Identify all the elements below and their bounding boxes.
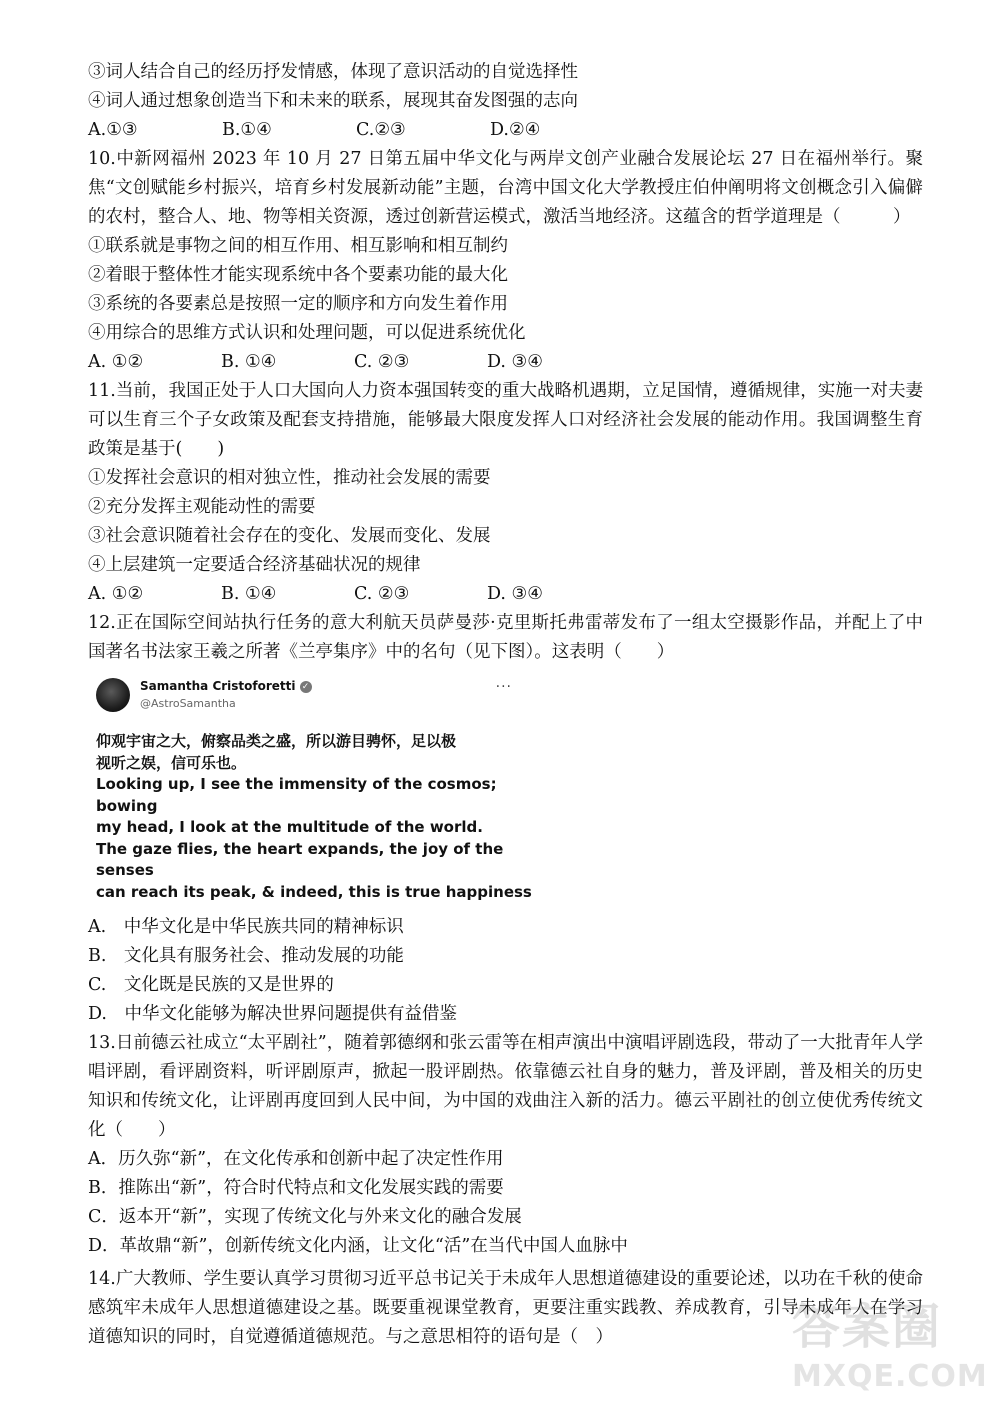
tweet-body bbox=[96, 731, 536, 903]
q11-option-d: D. ③④ bbox=[487, 584, 543, 604]
q12-option-a: A. 中华文化是中华民族共同的精神标识 bbox=[88, 917, 404, 937]
tweet-line: can reach its peak, & indeed, this is true happiness bbox=[96, 882, 532, 901]
watermark-bottom: MXQE.COM bbox=[792, 1359, 988, 1394]
q9-option-b: B.①④ bbox=[222, 120, 272, 140]
avatar bbox=[96, 678, 130, 712]
watermark-logo bbox=[792, 1297, 988, 1407]
q13-option-c: C．返本开“新”，实现了传统文化与外来文化的融合发展 bbox=[88, 1207, 522, 1227]
q9-item-4: ④词人通过想象创造当下和未来的联系，展现其奋发图强的志向 bbox=[88, 91, 578, 111]
tweet-author-name-text: Samantha Cristoforetti bbox=[140, 679, 296, 693]
verified-icon: ✓ bbox=[300, 681, 312, 693]
q9-option-d: D.②④ bbox=[490, 120, 541, 140]
more-icon: ··· bbox=[495, 679, 512, 695]
q11-option-a: A. ①② bbox=[88, 584, 144, 604]
q13-option-b: B．推陈出“新”，符合时代特点和文化发展实践的需要 bbox=[88, 1178, 504, 1198]
q11-options bbox=[88, 580, 923, 609]
q10-option-d: D. ③④ bbox=[487, 352, 543, 372]
watermark-top: 答案圈 bbox=[792, 1299, 943, 1355]
tweet-line: my head, I look at the multitude of the world. bbox=[96, 818, 483, 836]
q11-item-1: ①发挥社会意识的相对独立性，推动社会发展的需要 bbox=[88, 468, 491, 488]
q10-option-a: A. ①② bbox=[88, 352, 144, 372]
tweet-line: Looking up, I see the immensity of the cosmos; bowing bbox=[96, 775, 497, 815]
q11-stem: 11.当前，我国正处于人口大国向人力资本强国转变的重大战略机遇期，立足国情，遵循规律，实施一对夫妻可以生育三个子女政策及配套支持措施，能够最大限度发挥人口对经济社会发展的能动作用。我国调整生育政策是基于( ) bbox=[88, 381, 923, 459]
tweet-line: 仰观宇宙之大，俯察品类之盛，所以游目骋怀，足以极 bbox=[96, 732, 457, 750]
q13-option-d: D．革故鼎“新”，创新传统文化内涵，让文化“活”在当代中国人血脉中 bbox=[88, 1236, 628, 1256]
q12-stem: 12.正在国际空间站执行任务的意大利航天员萨曼莎·克里斯托弗雷蒂发布了一组太空摄影作品，并配上了中国著名书法家王羲之所著《兰亭集序》中的名句（见下图）。这表明（ ） bbox=[88, 613, 923, 662]
q10-item-1: ①联系就是事物之间的相互作用、相互影响和相互制约 bbox=[88, 236, 508, 256]
tweet-line: The gaze flies, the heart expands, the joy of the senses bbox=[96, 839, 504, 879]
q12-option-c: C. 文化既是民族的又是世界的 bbox=[88, 975, 334, 995]
q9-options bbox=[88, 116, 923, 145]
tweet-author-name bbox=[140, 678, 312, 695]
q11-item-4: ④上层建筑一定要适合经济基础状况的规律 bbox=[88, 555, 421, 575]
q10-item-3: ③系统的各要素总是按照一定的顺序和方向发生着作用 bbox=[88, 294, 508, 314]
q9-option-c: C.②③ bbox=[356, 120, 406, 140]
q10-options bbox=[88, 348, 923, 377]
q10-item-4: ④用综合的思维方式认识和处理问题，可以促进系统优化 bbox=[88, 323, 526, 343]
q11-item-2: ②充分发挥主观能动性的需要 bbox=[88, 497, 316, 517]
q9-item-3: ③词人结合自己的经历抒发情感，体现了意识活动的自觉选择性 bbox=[88, 62, 578, 82]
q14-stem: 14.广大教师、学生要认真学习贯彻习近平总书记关于未成年人思想道德建设的重要论述，以功在千秋的使命感筑牢未成年人思想道德建设之基。既要重视课堂教育，更要注重实践教、养成教育，引导未成年人在学习道德知识的同时，自觉遵循道德规范。与之意思相符的语句是（ ） bbox=[88, 1269, 923, 1347]
q13-stem: 13.日前德云社成立“太平剧社”，随着郭德纲和张云雷等在相声演出中演唱评剧选段，带动了一大批青年人学唱评剧，看评剧资料，听评剧原声，掀起一股评剧热。依靠德云社自身的魅力，普及评剧，普及相关的历史知识和传统文化，让评剧再度回到人民中间，为中国的戏曲注入新的活力。德云平剧社的创立使优秀传统文化（ ） bbox=[88, 1033, 923, 1140]
q10-option-c: C. ②③ bbox=[354, 352, 410, 372]
q11-item-3: ③社会意识随着社会存在的变化、发展而变化、发展 bbox=[88, 526, 491, 546]
tweet-line: 视听之娱，信可乐也。 bbox=[96, 753, 247, 772]
q9-option-a: A.①③ bbox=[88, 120, 138, 140]
q13-option-a: A．历久弥“新”，在文化传承和创新中起了决定性作用 bbox=[88, 1149, 504, 1169]
q10-item-2: ②着眼于整体性才能实现系统中各个要素功能的最大化 bbox=[88, 265, 508, 285]
tweet-handle: @AstroSamantha bbox=[140, 697, 236, 710]
exam-page bbox=[88, 58, 923, 1352]
tweet-card bbox=[96, 673, 536, 903]
q10-option-b: B. ①④ bbox=[221, 352, 277, 372]
q11-option-c: C. ②③ bbox=[354, 584, 410, 604]
q12-option-d: D. 中华文化能够为解决世界问题提供有益借鉴 bbox=[88, 1004, 457, 1024]
tweet-header bbox=[96, 673, 536, 717]
q12-option-b: B. 文化具有服务社会、推动发展的功能 bbox=[88, 946, 404, 966]
q10-stem: 10.中新网福州 2023 年 10 月 27 日第五届中华文化与两岸文创产业融合发展论坛 27 日在福州举行。聚焦“文创赋能乡村振兴，培育乡村发展新动能”主题，台湾中国文化大学教授庄伯仲阐明将文创概念引入偏僻的农村，整合人、地、物等相关资源，透过创新营运模式，激活当地经济。这蕴含的哲学道理是（ ） bbox=[88, 149, 923, 227]
q11-option-b: B. ①④ bbox=[221, 584, 277, 604]
